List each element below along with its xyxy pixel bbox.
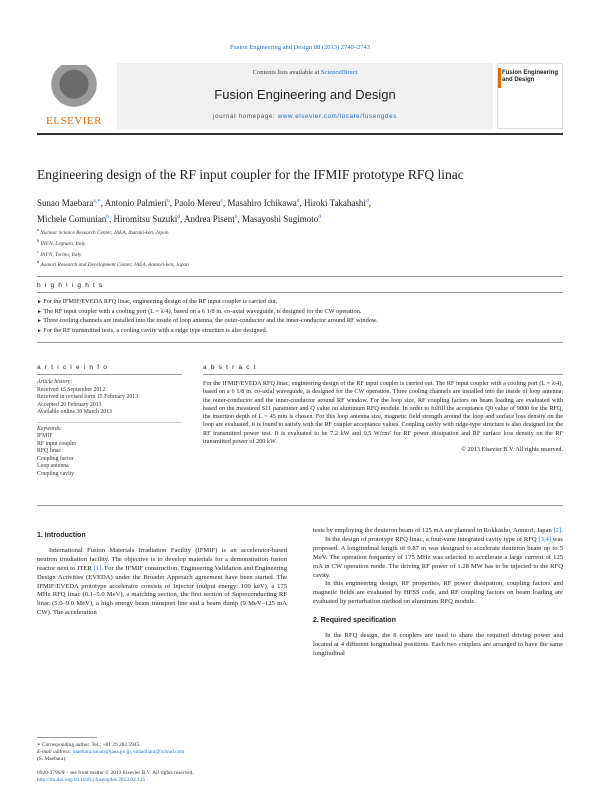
affiliation-mark: c <box>37 248 39 254</box>
journal-title[interactable]: Fusion Engineering and Design <box>214 87 396 102</box>
intro-paragraph <box>37 547 287 618</box>
sciencedirect-link[interactable]: ScienceDirect <box>320 69 358 76</box>
keywords-label: Keywords: <box>37 425 62 432</box>
affiliation-mark: d <box>37 259 40 265</box>
banner-center <box>117 63 493 129</box>
journal-banner <box>37 63 563 129</box>
email-sep: , <box>130 749 134 755</box>
highlights-rule <box>37 292 563 293</box>
author-affil-mark[interactable]: d <box>318 214 322 220</box>
keyword: RFQ linac <box>37 448 61 454</box>
history-item: Received in revised form 15 February 2013 <box>37 394 139 400</box>
footnote <box>37 742 287 763</box>
keyword: RF input coupler <box>37 440 77 447</box>
keyword: Coupling factor <box>37 455 74 462</box>
body-right-column <box>313 527 563 659</box>
cover-title: Fusion Engineering and Design <box>502 70 559 83</box>
bottom-matter <box>37 770 287 784</box>
affiliation-mark: a <box>37 227 39 232</box>
author-name[interactable]: , Hiromitsu Suzuki <box>109 214 178 224</box>
affiliation-text: INFN, Legnaro, Italy <box>40 240 86 247</box>
author-affil-mark[interactable]: d <box>296 198 300 204</box>
keyword: Loop antenna <box>37 463 69 469</box>
corresponding-author: ∗ Corresponding author. Tel.: +81 29 282 5945. <box>37 742 141 748</box>
history-item: Available online 30 March 2013 <box>37 409 112 415</box>
author-name[interactable]: , Hiroki Takahashi <box>299 198 366 208</box>
affiliation-text: Aomori Research and Development Center, JAEA, Aomori-ken, Japan <box>40 262 189 269</box>
affiliation-item <box>37 226 567 237</box>
doi-link[interactable]: http://dx.doi.org/10.1016/j.fusengdes.2013.02.135 <box>37 777 146 783</box>
author-affil-mark[interactable]: a,∗ <box>93 198 101 204</box>
intro-text: International Fusion Materials Irradiation Facility (IFMIF) is an accelerator-based neutron irradiation facility. The objective is to develop materials for a demonstration fusion reactor next to ITER <box>37 546 287 572</box>
elsevier-tree-icon <box>45 65 103 113</box>
body-left-column <box>37 532 287 618</box>
affiliation-item <box>37 258 567 269</box>
highlight-item: ► Three cooling channels are installed into the inside of loop antenna, the outer-conductor and the inner-conductor around RF window. <box>37 317 563 327</box>
author-affil-mark[interactable]: b <box>234 214 238 220</box>
spec-paragraph: In the RFQ design, the 8 couplers are used to share the required driving power and located at 4 different longitudinal positions. Each two couplers are arranged to have the same longitudinal <box>313 632 563 657</box>
author-line-1: Sunao Maebara$^{a,∗}$, Antonio Palmieri$^b$, Paolo Mereu$^c$, Masahiro Ichikawa$^d$, Hiroki Takahashi$^d$, <box>37 198 371 208</box>
header-divider <box>37 133 563 135</box>
contents-prefix: Contents lists available at <box>252 69 321 76</box>
section-heading-required-spec: 2. Required specification <box>313 617 396 625</box>
intro-text: . For the IFMIF construction, Engineering Validation and Engineering Design Activities (EVEDA) under the Broader Approach agreement have been started. The IFMIF/EVEDA prototype accelerator consists of Injector (output energy: 100 keV), a 175 MHz RFQ linac (0.1–5.0 MeV), a matching section, the first section of Superconducting RF linac (5.0–9.0 MeV), a high energy beam transport line and a beam dump (9 MeV–125 mA CW). The acceleration <box>37 564 287 617</box>
email-link[interactable]: maebara.sunao@jaea.go.jp <box>72 749 131 755</box>
publisher-logo <box>37 63 111 129</box>
affiliation-item <box>37 237 567 248</box>
publisher-name: ELSEVIER <box>46 115 102 127</box>
history-item: Accepted 20 February 2013 <box>37 401 102 408</box>
article-info-rule <box>37 374 182 375</box>
contents-line <box>117 69 493 76</box>
abstract-text: For the IFMIF/EVEDA RFQ linac, engineering design of the RF input coupler is carried out. The RF input coupler with a cooling port (L = λ/4), based on a 6 1/8 in. co-axial waveguide, is designed for the CW operation. Three cooling channels are installed into the inside of loop antenna, the outer-conductor and the inner-conductor around RF window. For the loop size, RF coupling factors on beam loading are evaluated with based on the measured S11 parameter and Q value on aluminum RFQ module. In order to fulfill the acceptance Q0 value of 9000 for the RFQ, the insertion depth of L = 45 mm is chosen. For this loop antenna size, magnetic field strength around the loop and surface loss density on the loop are evaluated, it is found to satisfy with the RF coupler acceptance values. Coupling cavity with ridge-type structure is also designed for the RF transmitted power test. It is evaluated to be 7.2 kW and 0.5 W/cm² for RF power dissipation and RF surface loss density on the RF transmitted power of 200 kW. <box>203 380 563 446</box>
email-link[interactable]: sunaohara@icloud.com <box>133 749 185 755</box>
highlight-item: ► The RF input coupler with a cooling port (L = λ/4), based on a 6 1/8 in. co-axial waveguide, is designed for the CW operation. <box>37 308 563 318</box>
email-line <box>37 749 287 756</box>
highlights-bottom-rule <box>37 342 563 343</box>
citation-link[interactable]: [3,4] <box>538 535 552 543</box>
intro-paragraph: In this engineering design, RF properties, RF power dissipation, coupling factors and magnetic fields are evaluated by HFSS code, and RF coupling factors on beam loading are evaluated by perturbation method on aluminum RFQ module. <box>313 580 563 606</box>
author-name[interactable]: , Masayoshi Sugimoto <box>237 214 319 224</box>
highlight-item: ► For the IFMIF/EVEDA RFQ linac, engineering design of the RF input coupler is carried out. <box>37 298 563 308</box>
citation-link[interactable]: [2] <box>553 527 562 534</box>
author-affil-mark[interactable]: b <box>106 214 109 220</box>
intro-text: tests by employing the deuteron beam of 125 mA are planned in Rokkasho, Aomori, Japan <box>313 527 554 534</box>
abstract-heading: a b s t r a c t <box>203 364 257 371</box>
author-affil-mark[interactable]: c <box>220 198 223 204</box>
author-name[interactable]: , Antonio Palmieri <box>100 198 168 208</box>
journal-reference[interactable]: Fusion Engineering and Design 88 (2013) 2740–2743 <box>229 44 371 51</box>
intro-paragraph <box>313 527 563 536</box>
intro-text: was proposed. A longitudinal length of 9.87 m was designed to accelerate deuteron beam up to 5 MeV. The operation frequency of 175 MHz was selected to accelerate a large current of 125 mA in CW operation mode. The driving RF power of 1.28 MW has to be injected to the RFQ cavity. <box>313 535 563 579</box>
affiliation-list <box>37 226 567 269</box>
homepage-link[interactable]: www.elsevier.com/locate/fusengdes <box>277 113 397 120</box>
keyword: IFMIF <box>37 433 53 439</box>
highlights-list <box>37 298 563 336</box>
abstract-rule <box>203 374 563 375</box>
issn-line: 0920-3796/$ – see front matter © 2013 Elsevier B.V. All rights reserved. <box>37 770 194 776</box>
affiliation-item <box>37 248 567 259</box>
keyword: Coupling cavity <box>37 470 75 477</box>
author-name[interactable]: , Andrea Pisent <box>180 214 235 224</box>
homepage-prefix: journal homepage: <box>213 113 278 120</box>
author-line-2 <box>37 210 567 226</box>
footnote-rule <box>37 737 97 738</box>
history-label: Article history: <box>37 379 73 385</box>
article-info-heading: a r t i c l e i n f o <box>37 364 109 371</box>
abstract-body <box>203 380 563 455</box>
author-name[interactable]: , Paolo Mereu <box>169 198 221 208</box>
citation-link[interactable]: [1] <box>93 564 102 572</box>
history-item: Received 15 September 2012 <box>37 386 106 393</box>
intro-paragraph <box>313 536 563 581</box>
author-name[interactable]: Michele Comunian <box>37 214 107 224</box>
highlights-top-rule <box>37 276 563 277</box>
front-matter-bottom-rule <box>37 505 563 506</box>
highlight-item: ► For the RF transmitted tests, a cooling cavity with a ridge type structure is also designed. <box>37 327 563 337</box>
author-name[interactable]: Sunao Maebara <box>37 198 94 208</box>
author-affil-mark[interactable]: d <box>365 198 369 204</box>
affiliation-text: INFN, Torino, Italy <box>40 251 82 258</box>
copyright: © 2013 Elsevier B.V. All rights reserved. <box>461 446 563 454</box>
author-affil-mark[interactable]: b <box>167 198 170 204</box>
intro-text: . <box>561 527 563 534</box>
affiliation-text: Nuclear Science Research Center, JAEA, Ibaraki-ken, Japan <box>40 229 169 236</box>
email-name: (S. Maebara). <box>37 756 67 762</box>
author-list <box>37 194 567 226</box>
info-divider <box>37 422 182 423</box>
journal-homepage <box>117 113 493 120</box>
highlights-heading: h i g h l i g h t s <box>37 282 104 289</box>
paper-title: Engineering design of the RF input coupler for the IFMIF prototype RFQ linac <box>37 167 464 182</box>
author-name[interactable]: , Masahiro Ichikawa <box>223 198 297 208</box>
intro-text: In the design of prototype RFQ linac, a four-vane integrated cavity type of RFQ <box>325 535 539 543</box>
author-affil-mark[interactable]: d <box>177 214 181 220</box>
cover-accent-bar <box>498 68 501 88</box>
article-info <box>37 379 182 478</box>
journal-cover-thumbnail[interactable] <box>497 63 563 129</box>
section-heading-introduction: 1. Introduction <box>37 532 86 539</box>
affiliation-mark: b <box>37 237 40 243</box>
spacer <box>313 607 563 617</box>
email-label: E-mail address: <box>37 749 73 755</box>
